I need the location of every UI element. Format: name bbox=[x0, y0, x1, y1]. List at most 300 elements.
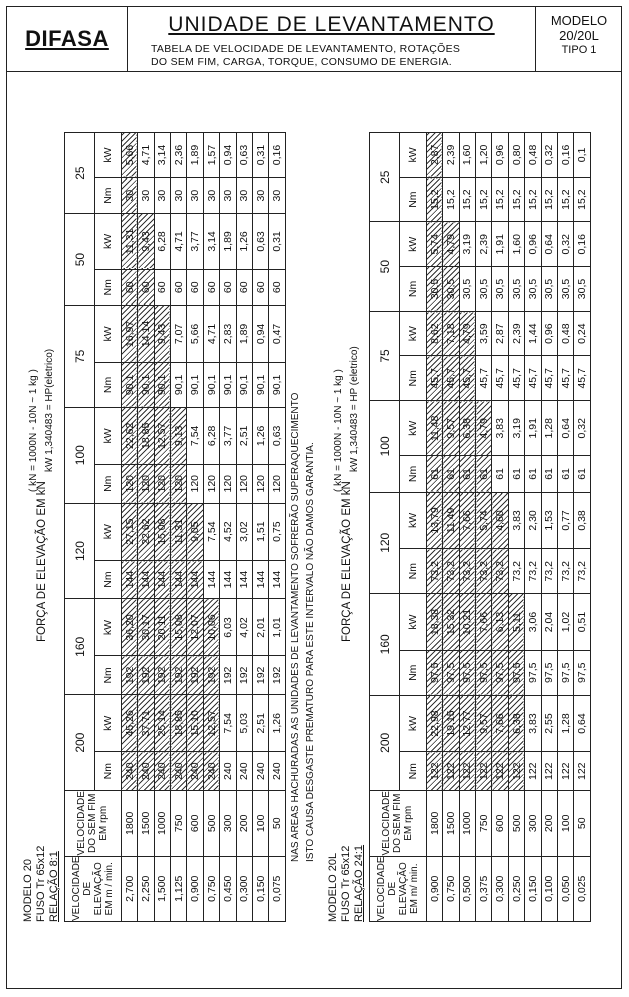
power-cell: 22,98 bbox=[426, 695, 442, 752]
unit-nm: Nm bbox=[95, 752, 121, 791]
torque-cell: 144 bbox=[121, 560, 137, 599]
torque-cell: 60 bbox=[269, 269, 286, 305]
power-cell: 3,59 bbox=[476, 311, 492, 356]
power-cell: 7,66 bbox=[492, 695, 508, 752]
lift-speed-cell: 2,700 bbox=[121, 856, 137, 921]
company-logo: DIFASA bbox=[7, 7, 128, 71]
torque-cell: 30 bbox=[187, 177, 203, 213]
torque-cell: 192 bbox=[187, 656, 203, 695]
torque-cell: 15,2 bbox=[558, 177, 574, 222]
torque-cell: 73,2 bbox=[443, 549, 459, 594]
torque-cell: 122 bbox=[476, 752, 492, 791]
power-cell: 7,66 bbox=[476, 594, 492, 651]
unit-kw: kW bbox=[400, 695, 426, 752]
power-cell: 4,02 bbox=[236, 599, 252, 656]
torque-cell: 61 bbox=[558, 456, 574, 492]
power-cell: 20,11 bbox=[154, 599, 170, 656]
model-20l-table bbox=[369, 132, 591, 922]
power-cell: 0,1 bbox=[574, 133, 591, 178]
torque-cell: 90,1 bbox=[154, 362, 170, 407]
power-cell: 15,32 bbox=[443, 594, 459, 651]
torque-cell: 192 bbox=[154, 656, 170, 695]
worm-speed-cell: 1800 bbox=[426, 791, 442, 856]
torque-cell: 15,2 bbox=[459, 177, 475, 222]
torque-cell: 97,5 bbox=[459, 650, 475, 695]
power-cell: 7,54 bbox=[220, 695, 236, 752]
torque-cell: 30,5 bbox=[476, 267, 492, 312]
power-cell: 3,02 bbox=[236, 503, 252, 560]
lift-speed-cell: 0,250 bbox=[508, 856, 524, 921]
power-cell: 22,62 bbox=[138, 503, 154, 560]
power-cell: 0,77 bbox=[558, 492, 574, 549]
torque-cell: 61 bbox=[426, 456, 442, 492]
power-cell: 2,55 bbox=[541, 695, 557, 752]
power-cell: 9,43 bbox=[154, 305, 170, 362]
torque-cell: 97,5 bbox=[558, 650, 574, 695]
lift-speed-cell: 0,900 bbox=[426, 856, 442, 921]
torque-cell: 192 bbox=[220, 656, 236, 695]
power-cell: 0,94 bbox=[253, 305, 269, 362]
torque-cell: 240 bbox=[138, 752, 154, 791]
torque-cell: 122 bbox=[426, 752, 442, 791]
torque-cell: 120 bbox=[154, 464, 170, 503]
power-cell: 1,01 bbox=[269, 599, 286, 656]
lift-speed-cell: 0,300 bbox=[236, 856, 252, 921]
torque-cell: 192 bbox=[236, 656, 252, 695]
torque-cell: 97,5 bbox=[508, 650, 524, 695]
torque-cell: 73,2 bbox=[459, 549, 475, 594]
worm-speed-cell: 300 bbox=[220, 791, 236, 856]
power-cell: 30,17 bbox=[138, 599, 154, 656]
torque-cell: 90,1 bbox=[220, 362, 236, 407]
power-cell: 5,03 bbox=[236, 695, 252, 752]
torque-cell: 60 bbox=[220, 269, 236, 305]
table-row bbox=[459, 133, 475, 922]
torque-cell: 192 bbox=[121, 656, 137, 695]
torque-cell: 90,1 bbox=[121, 362, 137, 407]
worm-speed-cell: 500 bbox=[508, 791, 524, 856]
model-20-fuso: FUSO Tr 65x12 bbox=[35, 845, 47, 922]
power-cell: 15,08 bbox=[154, 503, 170, 560]
torque-cell: 122 bbox=[574, 752, 591, 791]
power-cell: 0,64 bbox=[558, 401, 574, 456]
worm-speed-cell: 300 bbox=[525, 791, 541, 856]
torque-cell: 15,2 bbox=[492, 177, 508, 222]
torque-cell: 60 bbox=[187, 269, 203, 305]
power-cell: 1,91 bbox=[492, 222, 508, 267]
worm-speed-cell: 1500 bbox=[443, 791, 459, 856]
model-label: MODELO bbox=[550, 13, 608, 28]
power-cell: 4,71 bbox=[203, 305, 219, 362]
power-cell: 15,10 bbox=[187, 695, 203, 752]
torque-cell: 30 bbox=[203, 177, 219, 213]
unit-nm: Nm bbox=[400, 456, 426, 492]
power-cell: 4,79 bbox=[443, 222, 459, 267]
power-cell: 4,52 bbox=[220, 503, 236, 560]
power-cell: 36,20 bbox=[121, 599, 137, 656]
power-cell: 1,28 bbox=[558, 695, 574, 752]
power-cell: 10,21 bbox=[459, 594, 475, 651]
power-cell: 8,62 bbox=[426, 311, 442, 356]
torque-cell: 192 bbox=[171, 656, 187, 695]
torque-cell: 30,5 bbox=[459, 267, 475, 312]
torque-cell: 60 bbox=[236, 269, 252, 305]
torque-cell: 144 bbox=[171, 560, 187, 599]
worm-speed-cell: 100 bbox=[253, 791, 269, 856]
power-cell: 7,66 bbox=[459, 492, 475, 549]
lift-speed-cell: 1,125 bbox=[171, 856, 187, 921]
torque-cell: 45,7 bbox=[574, 356, 591, 401]
power-cell: 1,89 bbox=[220, 214, 236, 269]
torque-cell: 122 bbox=[558, 752, 574, 791]
unit-nm: Nm bbox=[400, 549, 426, 594]
torque-cell: 61 bbox=[443, 456, 459, 492]
power-cell: 1,26 bbox=[236, 214, 252, 269]
power-cell: 1,53 bbox=[541, 492, 557, 549]
col-header-worm-speed: VELOCIDADE DO SEM FIM EM rpm bbox=[65, 791, 122, 856]
worm-speed-cell: 200 bbox=[541, 791, 557, 856]
power-cell: 7,07 bbox=[171, 305, 187, 362]
power-cell: 3,14 bbox=[154, 133, 170, 178]
table-row bbox=[138, 133, 154, 922]
unit-nm: Nm bbox=[400, 267, 426, 312]
power-cell: 18,85 bbox=[138, 407, 154, 464]
power-cell: 4,60 bbox=[492, 492, 508, 549]
torque-cell: 61 bbox=[459, 456, 475, 492]
torque-cell: 30,5 bbox=[525, 267, 541, 312]
lift-speed-cell: 0,500 bbox=[459, 856, 475, 921]
torque-cell: 240 bbox=[269, 752, 286, 791]
torque-cell: 120 bbox=[203, 464, 219, 503]
worm-speed-cell: 1500 bbox=[138, 791, 154, 856]
torque-cell: 30,5 bbox=[443, 267, 459, 312]
power-cell: 0,24 bbox=[574, 311, 591, 356]
load-header: 25 bbox=[370, 133, 400, 222]
power-cell: 2,01 bbox=[253, 599, 269, 656]
worm-speed-cell: 600 bbox=[187, 791, 203, 856]
power-cell: 11,48 bbox=[426, 401, 442, 456]
torque-cell: 122 bbox=[492, 752, 508, 791]
table-row bbox=[220, 133, 236, 922]
torque-cell: 90,1 bbox=[253, 362, 269, 407]
torque-cell: 45,7 bbox=[541, 356, 557, 401]
torque-cell: 30,5 bbox=[426, 267, 442, 312]
power-cell: 0,96 bbox=[492, 133, 508, 178]
torque-cell: 144 bbox=[253, 560, 269, 599]
power-cell: 6,03 bbox=[220, 599, 236, 656]
model-20-ratio: RELAÇÃO 8:1 bbox=[48, 851, 60, 922]
power-cell: 1,20 bbox=[476, 133, 492, 178]
unit-kw: kW bbox=[400, 311, 426, 356]
torque-cell: 30 bbox=[138, 177, 154, 213]
power-cell: 3,77 bbox=[220, 407, 236, 464]
power-cell: 4,71 bbox=[138, 133, 154, 178]
torque-cell: 45,7 bbox=[525, 356, 541, 401]
torque-cell: 97,5 bbox=[476, 650, 492, 695]
model-box bbox=[535, 7, 622, 71]
unit-kw: kW bbox=[400, 594, 426, 651]
torque-cell: 73,2 bbox=[426, 549, 442, 594]
table-row bbox=[574, 133, 591, 922]
power-cell: 2,39 bbox=[508, 311, 524, 356]
table-row bbox=[525, 133, 541, 922]
lift-speed-cell: 0,300 bbox=[492, 856, 508, 921]
power-cell: 7,18 bbox=[443, 311, 459, 356]
table-row bbox=[171, 133, 187, 922]
power-cell: 0,32 bbox=[541, 133, 557, 178]
power-cell: 0,31 bbox=[269, 214, 286, 269]
model-value: 20/20L bbox=[559, 28, 599, 43]
torque-cell: 15,2 bbox=[508, 177, 524, 222]
power-cell: 1,28 bbox=[541, 401, 557, 456]
torque-cell: 120 bbox=[138, 464, 154, 503]
unit-kw: kW bbox=[400, 492, 426, 549]
torque-cell: 60 bbox=[154, 269, 170, 305]
power-cell: 16,97 bbox=[121, 305, 137, 362]
torque-cell: 73,2 bbox=[541, 549, 557, 594]
unit-kw: kW bbox=[95, 407, 121, 464]
torque-cell: 30 bbox=[171, 177, 187, 213]
power-cell: 45,26 bbox=[121, 695, 137, 752]
power-cell: 3,19 bbox=[508, 401, 524, 456]
torque-cell: 60 bbox=[171, 269, 187, 305]
power-cell: 1,89 bbox=[236, 305, 252, 362]
worm-speed-cell: 200 bbox=[236, 791, 252, 856]
power-cell: 3,77 bbox=[187, 214, 203, 269]
torque-cell: 192 bbox=[203, 656, 219, 695]
power-cell: 0,32 bbox=[574, 401, 591, 456]
unit-nm: Nm bbox=[95, 177, 121, 213]
torque-cell: 60 bbox=[253, 269, 269, 305]
torque-cell: 45,7 bbox=[443, 356, 459, 401]
model-20l-ratio: RELAÇÃO 24:1 bbox=[353, 844, 365, 922]
col-header-worm-speed: VELOCIDADE DO SEM FIM EM rpm bbox=[370, 791, 427, 856]
table-row bbox=[203, 133, 219, 922]
load-header: 160 bbox=[65, 599, 95, 695]
power-cell: 18,85 bbox=[171, 695, 187, 752]
worm-speed-cell: 50 bbox=[269, 791, 286, 856]
power-cell: 6,38 bbox=[459, 401, 475, 456]
lift-speed-cell: 0,750 bbox=[443, 856, 459, 921]
torque-cell: 30,5 bbox=[574, 267, 591, 312]
torque-cell: 120 bbox=[121, 464, 137, 503]
torque-cell: 30 bbox=[253, 177, 269, 213]
model-20l-kn-note: ( kN = 1000N - 10N ~ 1 kg ) bbox=[333, 369, 344, 492]
power-cell: 0,75 bbox=[269, 503, 286, 560]
load-header: 25 bbox=[65, 133, 95, 214]
worm-speed-cell: 1000 bbox=[459, 791, 475, 856]
table-row bbox=[541, 133, 557, 922]
unit-nm: Nm bbox=[95, 560, 121, 599]
power-cell: 0,16 bbox=[558, 133, 574, 178]
power-cell: 0,63 bbox=[253, 214, 269, 269]
torque-cell: 61 bbox=[525, 456, 541, 492]
torque-cell: 90,1 bbox=[187, 362, 203, 407]
power-cell: 3,83 bbox=[508, 492, 524, 549]
torque-cell: 97,5 bbox=[574, 650, 591, 695]
torque-cell: 73,2 bbox=[492, 549, 508, 594]
power-cell: 5,66 bbox=[121, 133, 137, 178]
unit-kw: kW bbox=[400, 401, 426, 456]
torque-cell: 144 bbox=[138, 560, 154, 599]
document-subtitle bbox=[151, 43, 460, 69]
table-row bbox=[558, 133, 574, 922]
torque-cell: 61 bbox=[508, 456, 524, 492]
load-header: 160 bbox=[370, 594, 400, 696]
worm-speed-cell: 750 bbox=[476, 791, 492, 856]
torque-cell: 60 bbox=[138, 269, 154, 305]
torque-cell: 97,5 bbox=[492, 650, 508, 695]
power-cell: 0,51 bbox=[574, 594, 591, 651]
torque-cell: 122 bbox=[459, 752, 475, 791]
power-cell: 19,15 bbox=[443, 695, 459, 752]
load-header: 50 bbox=[370, 222, 400, 311]
torque-cell: 90,1 bbox=[269, 362, 286, 407]
model-20l-hp-note: kW 1,340483 = HP (eletrico) bbox=[349, 346, 360, 472]
lift-speed-cell: 1,500 bbox=[154, 856, 170, 921]
worm-speed-cell: 1800 bbox=[121, 791, 137, 856]
note-hatched: NAS AREAS HACHURADAS AS UNIDADES DE LEVANTAMENTO SOFRERÃO SUPERAQUECIMENTO bbox=[290, 392, 301, 862]
torque-cell: 120 bbox=[253, 464, 269, 503]
power-cell: 22,62 bbox=[121, 407, 137, 464]
torque-cell: 90,1 bbox=[203, 362, 219, 407]
power-cell: 5,11 bbox=[508, 594, 524, 651]
torque-cell: 73,2 bbox=[476, 549, 492, 594]
model-20-force-title: FORÇA DE ELEVAÇÃO EM kN bbox=[36, 481, 48, 642]
torque-cell: 90,1 bbox=[236, 362, 252, 407]
power-cell: 0,16 bbox=[574, 222, 591, 267]
torque-cell: 240 bbox=[253, 752, 269, 791]
unit-nm: Nm bbox=[400, 650, 426, 695]
power-cell: 0,63 bbox=[236, 133, 252, 178]
power-cell: 2,39 bbox=[476, 222, 492, 267]
unit-nm: Nm bbox=[95, 464, 121, 503]
model-20l-force-title: FORÇA DE ELEVAÇÃO EM kN bbox=[341, 481, 353, 642]
unit-kw: kW bbox=[400, 222, 426, 267]
torque-cell: 240 bbox=[121, 752, 137, 791]
power-cell: 9,13 bbox=[171, 407, 187, 464]
torque-cell: 144 bbox=[220, 560, 236, 599]
torque-cell: 97,5 bbox=[525, 650, 541, 695]
table-row bbox=[443, 133, 459, 922]
torque-cell: 45,7 bbox=[492, 356, 508, 401]
torque-cell: 61 bbox=[492, 456, 508, 492]
unit-nm: Nm bbox=[400, 177, 426, 222]
lift-speed-cell: 0,150 bbox=[253, 856, 269, 921]
power-cell: 0,48 bbox=[525, 133, 541, 178]
power-cell: 7,54 bbox=[187, 407, 203, 464]
lift-speed-cell: 0,150 bbox=[525, 856, 541, 921]
unit-kw: kW bbox=[95, 133, 121, 178]
power-cell: 14,14 bbox=[138, 305, 154, 362]
torque-cell: 240 bbox=[236, 752, 252, 791]
subtitle-line-2: DO SEM FIM, CARGA, TORQUE, CONSUMO DE ENERGIA. bbox=[151, 56, 453, 68]
table-row bbox=[492, 133, 508, 922]
load-header: 100 bbox=[65, 407, 95, 503]
power-cell: 11,49 bbox=[443, 492, 459, 549]
power-cell: 0,94 bbox=[220, 133, 236, 178]
power-cell: 12,07 bbox=[187, 599, 203, 656]
worm-speed-cell: 50 bbox=[574, 791, 591, 856]
power-cell: 27,15 bbox=[121, 503, 137, 560]
unit-nm: Nm bbox=[95, 656, 121, 695]
torque-cell: 192 bbox=[269, 656, 286, 695]
torque-cell: 120 bbox=[187, 464, 203, 503]
table-row bbox=[253, 133, 269, 922]
load-header: 75 bbox=[370, 311, 400, 400]
torque-cell: 120 bbox=[220, 464, 236, 503]
model-20-kn-note: ( kN = 1000N - 10N ~ 1 kg ) bbox=[28, 369, 39, 492]
torque-cell: 60 bbox=[203, 269, 219, 305]
torque-cell: 122 bbox=[525, 752, 541, 791]
torque-cell: 30,5 bbox=[492, 267, 508, 312]
power-cell: 12,57 bbox=[154, 407, 170, 464]
torque-cell: 15,2 bbox=[574, 177, 591, 222]
power-cell: 1,57 bbox=[203, 133, 219, 178]
power-cell: 6,28 bbox=[203, 407, 219, 464]
torque-cell: 30,5 bbox=[558, 267, 574, 312]
power-cell: 5,66 bbox=[187, 305, 203, 362]
power-cell: 2,87 bbox=[426, 133, 442, 178]
power-cell: 0,96 bbox=[541, 311, 557, 356]
load-header: 120 bbox=[370, 492, 400, 594]
torque-cell: 120 bbox=[236, 464, 252, 503]
power-cell: 2,51 bbox=[236, 407, 252, 464]
model-20l-name: MODELO 20L bbox=[327, 852, 339, 922]
torque-cell: 144 bbox=[187, 560, 203, 599]
worm-speed-cell: 600 bbox=[492, 791, 508, 856]
power-cell: 4,79 bbox=[476, 401, 492, 456]
torque-cell: 122 bbox=[443, 752, 459, 791]
table-row bbox=[236, 133, 252, 922]
power-cell: 1,91 bbox=[525, 401, 541, 456]
torque-cell: 97,5 bbox=[426, 650, 442, 695]
power-cell: 3,83 bbox=[492, 401, 508, 456]
torque-cell: 122 bbox=[541, 752, 557, 791]
unit-nm: Nm bbox=[95, 362, 121, 407]
torque-cell: 144 bbox=[236, 560, 252, 599]
torque-cell: 122 bbox=[508, 752, 524, 791]
power-cell: 1,44 bbox=[525, 311, 541, 356]
unit-kw: kW bbox=[95, 695, 121, 752]
worm-speed-cell: 1000 bbox=[154, 791, 170, 856]
power-cell: 2,87 bbox=[492, 311, 508, 356]
torque-cell: 240 bbox=[154, 752, 170, 791]
torque-cell: 73,2 bbox=[508, 549, 524, 594]
torque-cell: 30 bbox=[154, 177, 170, 213]
power-cell: 2,83 bbox=[220, 305, 236, 362]
power-cell: 2,36 bbox=[171, 133, 187, 178]
power-cell: 4,71 bbox=[171, 214, 187, 269]
power-cell: 0,63 bbox=[269, 407, 286, 464]
torque-cell: 30 bbox=[220, 177, 236, 213]
lift-speed-cell: 0,100 bbox=[541, 856, 557, 921]
load-header: 100 bbox=[370, 401, 400, 492]
power-cell: 6,28 bbox=[154, 214, 170, 269]
power-cell: 9,43 bbox=[138, 214, 154, 269]
torque-cell: 45,7 bbox=[459, 356, 475, 401]
power-cell: 7,54 bbox=[203, 503, 219, 560]
torque-cell: 240 bbox=[187, 752, 203, 791]
power-cell: 18,38 bbox=[426, 594, 442, 651]
table-row bbox=[476, 133, 492, 922]
table-row bbox=[508, 133, 524, 922]
power-cell: 1,26 bbox=[253, 407, 269, 464]
table-row bbox=[426, 133, 442, 922]
torque-cell: 61 bbox=[574, 456, 591, 492]
power-cell: 9,57 bbox=[443, 401, 459, 456]
load-header: 50 bbox=[65, 214, 95, 306]
